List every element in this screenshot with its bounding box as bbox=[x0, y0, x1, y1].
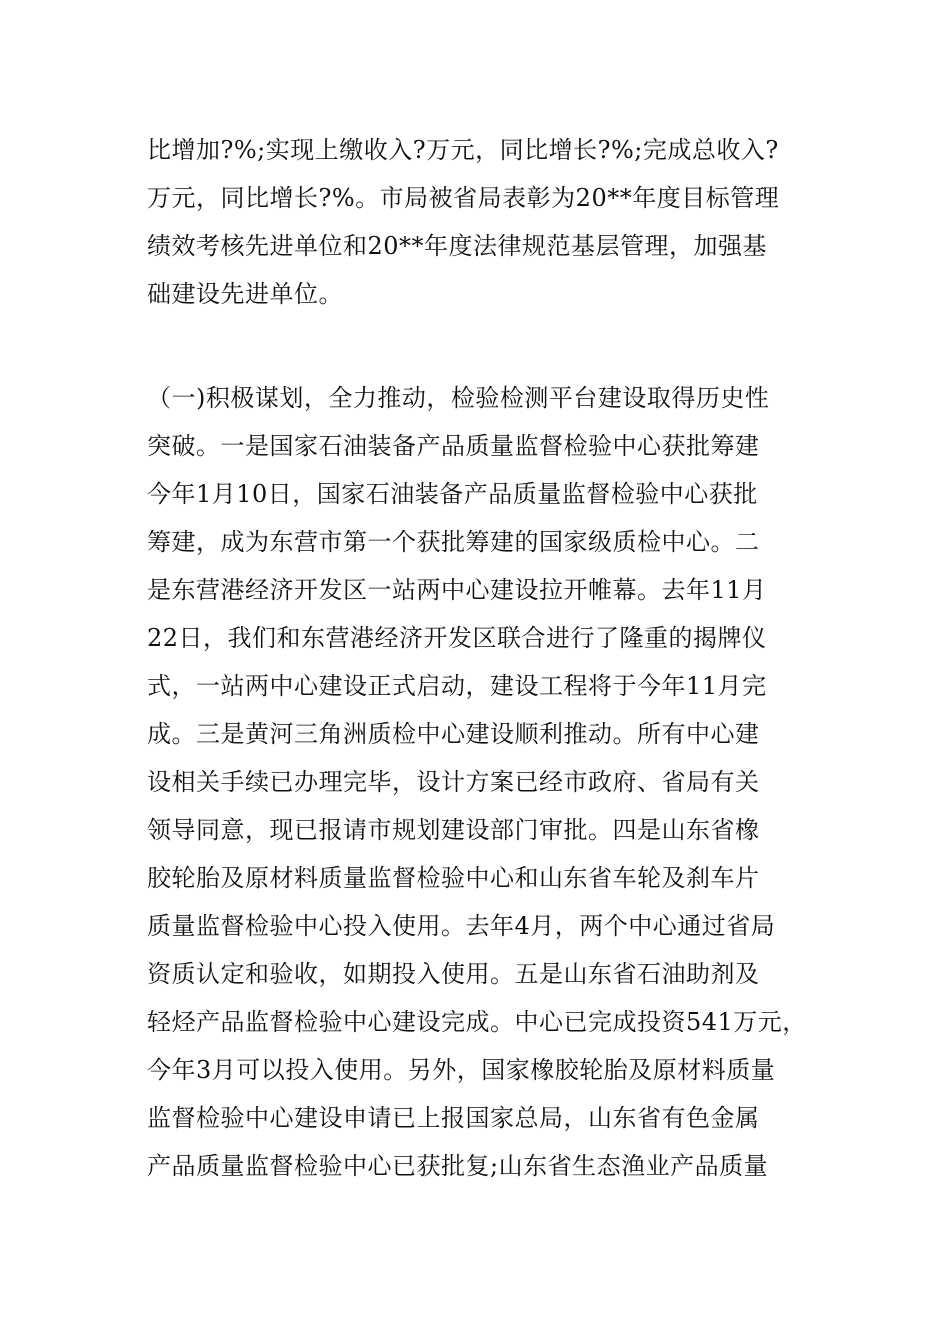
text-line: 绩效考核先进单位和20**年度法律规范基层管理，加强基 bbox=[147, 232, 768, 260]
text-line: 础建设先进单位。 bbox=[147, 280, 343, 308]
text-line: 设相关手续已办理完毕，设计方案已经市政府、省局有关 bbox=[147, 768, 760, 796]
text-line: 今年3月可以投入使用。另外，国家橡胶轮胎及原材料质量 bbox=[147, 1056, 776, 1084]
text-line: 轻烃产品监督检验中心建设完成。中心已完成投资541万元， bbox=[147, 1008, 807, 1036]
section-heading-line: （一)积极谋划，全力推动，检验检测平台建设取得历史性 bbox=[147, 384, 770, 412]
text-line: 质量监督检验中心投入使用。去年4月，两个中心通过省局 bbox=[147, 912, 776, 940]
text-line: 式，一站两中心建设正式启动，建设工程将于今年11月完 bbox=[147, 672, 767, 700]
text-line: 是东营港经济开发区一站两中心建设拉开帷幕。去年11月 bbox=[147, 576, 767, 604]
text-line: 万元，同比增长?%。市局被省局表彰为20**年度目标管理 bbox=[147, 184, 780, 212]
text-line: 22日，我们和东营港经济开发区联合进行了隆重的揭牌仪 bbox=[147, 624, 767, 652]
text-line: 资质认定和验收，如期投入使用。五是山东省石油助剂及 bbox=[147, 960, 760, 988]
text-line: 领导同意，现已报请市规划建设部门审批。四是山东省橡 bbox=[147, 816, 760, 844]
text-line: 比增加?%;实现上缴收入?万元，同比增长?%;完成总收入? bbox=[147, 136, 779, 164]
paragraph-2 bbox=[147, 374, 817, 1190]
text-line: 今年1月10日，国家石油装备产品质量监督检验中心获批 bbox=[147, 480, 758, 508]
text-line: 成。三是黄河三角洲质检中心建设顺利推动。所有中心建 bbox=[147, 720, 760, 748]
text-line: 突破。一是国家石油装备产品质量监督检验中心获批筹建 bbox=[147, 432, 760, 460]
text-line: 监督检验中心建设申请已上报国家总局，山东省有色金属 bbox=[147, 1104, 760, 1132]
paragraph-1 bbox=[147, 126, 817, 318]
text-line: 筹建，成为东营市第一个获批筹建的国家级质检中心。二 bbox=[147, 528, 760, 556]
text-line: 胶轮胎及原材料质量监督检验中心和山东省车轮及刹车片 bbox=[147, 864, 760, 892]
text-line: 产品质量监督检验中心已获批复;山东省生态渔业产品质量 bbox=[147, 1152, 769, 1180]
